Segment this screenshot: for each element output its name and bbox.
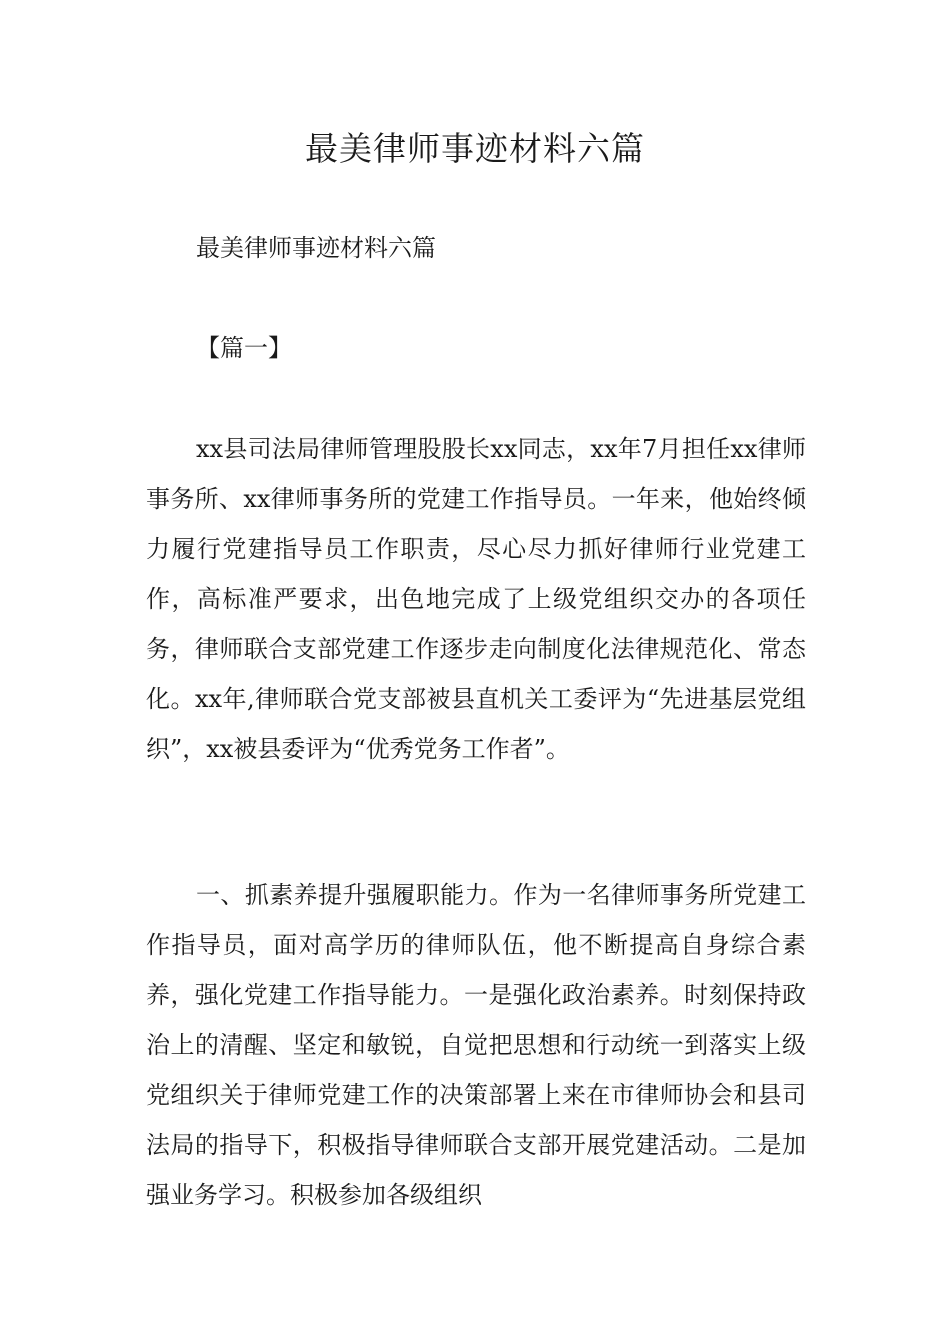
paragraph-2: 一、抓素养提升强履职能力。作为一名律师事务所党建工作指导员，面对高学历的律师队伍，他不断提高自身综合素养，强化党建工作指导能力。一是强化政治素养。时刻保持政治上的清醒、坚定和敏锐，自觉把思想和行动统一到落实上级党组织关于律师党建工作的决策部署上来在市律师协会和县司法局的指导下，积极指导律师联合支部开展党建活动。二是加强业务学习。积极参加各级组织 xyxy=(146,881,806,1209)
paragraph-1: xx县司法局律师管理股股长xx同志，xx年7月担任xx律师事务所、xx律师事务所的党建工作指导员。一年来，他始终倾力履行党建指导员工作职责，尽心尽力抓好律师行业党建工作，高标准严要求，出色地完成了上级党组织交办的各项任务，律师联合支部党建工作逐步走向制度化法律规范化、常态化。xx年,律师联合党支部被县直机关工委评为“先进基层党组织”，xx被县委评为“优秀党务工作者”。 xyxy=(146,435,806,763)
document-subtitle: 最美律师事迹材料六篇 xyxy=(196,234,436,262)
section-label: 【篇一】 xyxy=(196,334,292,362)
document-title: 最美律师事迹材料六篇 xyxy=(305,129,645,168)
